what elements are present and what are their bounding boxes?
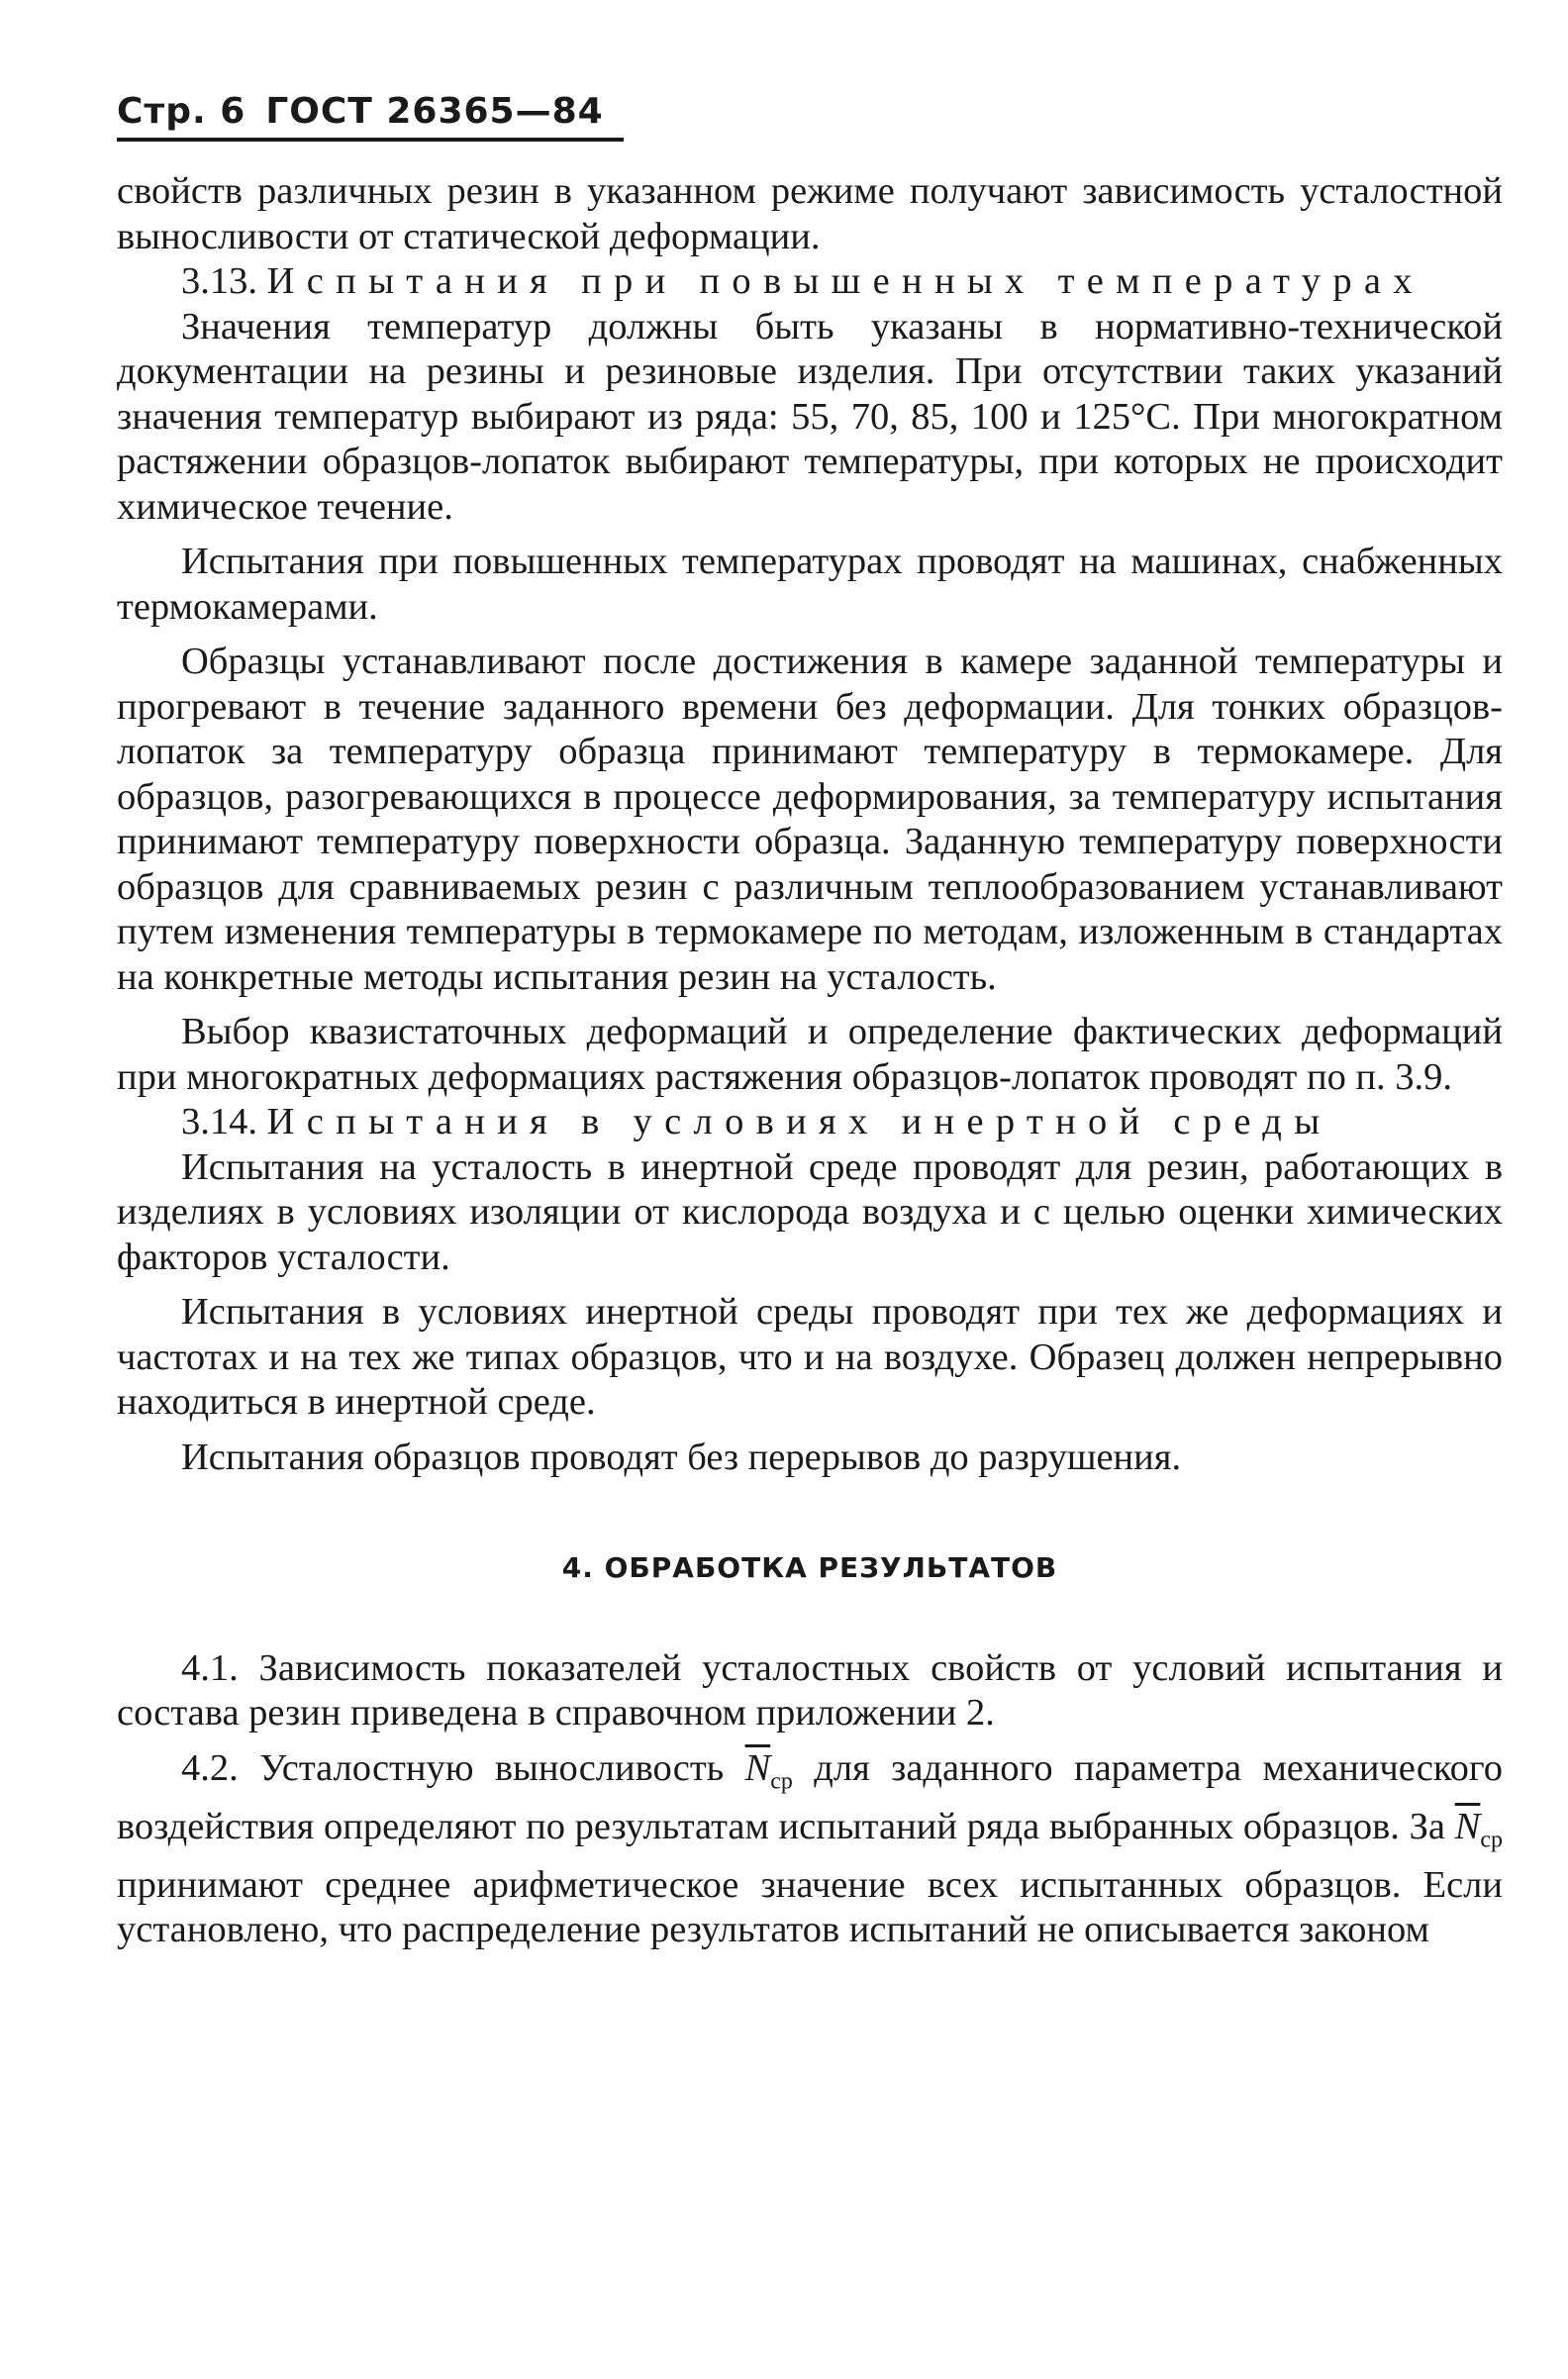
paragraph: Испытания при повышенных температурах проводят на машинах, снабженных термокамерами.: [117, 541, 1503, 628]
section-title: 4. ОБРАБОТКА РЕЗУЛЬТАТОВ: [561, 1551, 1058, 1584]
symbol-letter: $\overline{N}$: [744, 1746, 771, 1789]
clause-3-14-heading: [117, 1100, 1503, 1145]
text-run: 4.2. Усталостную выносливость: [181, 1746, 725, 1789]
clause-3-13-heading: [117, 259, 1503, 305]
symbol-subscript: ср: [770, 1768, 793, 1795]
page-header: [117, 91, 624, 142]
paragraph: Выбор квазистаточных деформаций и определение фактических деформаций при многократных деформациях растяжения образцов-лопаток проводят по п. 3.9.: [117, 1011, 1503, 1098]
document-page: [117, 91, 1503, 2319]
clause-title: Испытания в условиях инертной среды: [266, 1101, 1332, 1142]
paragraph: Испытания образцов проводят без перерывов до разрушения.: [181, 1436, 1182, 1478]
paragraph: 4.1. Зависимость показателей усталостных свойств от условий испытания и состава резин приведена в справочном приложении 2.: [117, 1646, 1503, 1734]
standard-number: ГОСТ 26365—84: [265, 91, 604, 132]
clause-title: Испытания при повышенных температурах: [266, 260, 1424, 302]
symbol-n-mean: [745, 1747, 771, 1789]
body-text: [117, 169, 1503, 1953]
clause-number: 3.13.: [181, 260, 257, 302]
symbol-subscript: ср: [1480, 1827, 1503, 1853]
paragraph: Испытания на усталость в инертной среде проводят для резин, работающих в изделиях в условиях изоляции от кислорода воздуха и с целью оценки химических факторов усталости.: [117, 1145, 1503, 1278]
text-run: принимают среднее арифметическое значение всех испытанных образцов. Если установлено, что распределение результатов испытаний не описывается законом: [117, 1863, 1503, 1951]
text-run: для заданного параметра механического воздействия определяют по результатам испытаний ряда выбранных образцов. За: [117, 1746, 1503, 1847]
paragraph-continuation: свойств различных резин в указанном режиме получают зависимость усталостной выносливости от статической деформации.: [117, 170, 1503, 257]
paragraph: Образцы устанавливают после достижения в камере заданной температуры и прогревают в течение заданного времени без деформации. Для тонких образцов-лопаток за температуру образца принимают температуру в термокамере. Для образцов, разогревающихся в процессе деформирования, за температуру испытания принимают температуру поверхности образца. Заданную температуру поверхности образцов для сравниваемых резин с различным теплообразованием устанавливают путем изменения температуры в термокамере по методам, изложенным в стандартах на конкретные методы испытания резин на усталость.: [117, 641, 1503, 998]
symbol-n-mean: [1455, 1806, 1481, 1847]
paragraph: Испытания в условиях инертной среды проводят при тех же деформациях и частотах и на тех же типах образцов, что и на воздухе. Образец должен непрерывно находиться в инертной среде.: [117, 1291, 1503, 1423]
page-label: Стр. 6: [117, 91, 246, 132]
paragraph: Значения температур должны быть указаны в нормативно-технической документации на резины и резиновые изделия. При отсутствии таких указаний значения температур выбирают из ряда: 55, 70, 85, 100 и 125°С. При многократном растяжении образцов-лопаток выбирают температуры, при которых не происходит химическое течение.: [117, 305, 1503, 528]
symbol-letter: $\overline{N}$: [1454, 1805, 1481, 1847]
paragraph-4-2: [117, 1746, 1503, 1953]
clause-number: 3.14.: [181, 1101, 257, 1142]
